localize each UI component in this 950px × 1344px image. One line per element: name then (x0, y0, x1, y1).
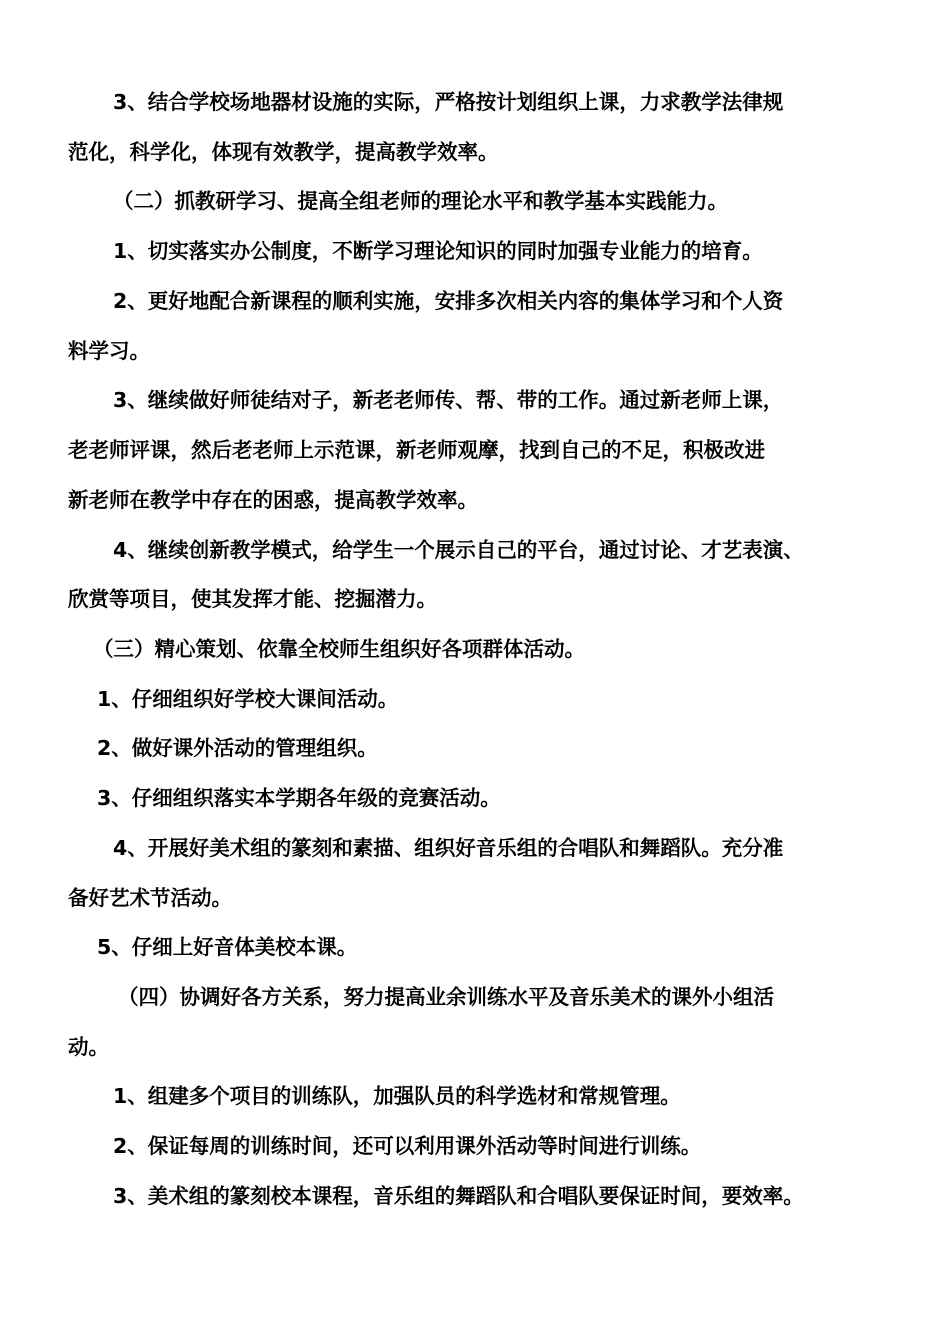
paragraph-line: 1、切实落实办公制度，不断学习理论知识的同时加强专业能力的培育。 (113, 239, 763, 263)
section-heading: （二）抓教研学习、提高全组老师的理论水平和教学基本实践能力。 (113, 189, 728, 213)
paragraph-line: 3、继续做好师徒结对子，新老老师传、帮、带的工作。通过新老师上课， (113, 388, 784, 412)
paragraph-line: 1、组建多个项目的训练队，加强队员的科学选材和常规管理。 (113, 1084, 681, 1108)
paragraph-line: 2、保证每周的训练时间，还可以利用课外活动等时间进行训练。 (113, 1134, 702, 1158)
paragraph-line: 动。 (68, 1035, 109, 1059)
paragraph-line: 3、仔细组织落实本学期各年级的竞赛活动。 (97, 786, 501, 810)
paragraph-line: 料学习。 (68, 339, 150, 363)
paragraph-line: 欣赏等项目，使其发挥才能、挖掘潜力。 (68, 587, 437, 611)
section-heading: （三）精心策划、依靠全校师生组织好各项群体活动。 (93, 637, 585, 661)
paragraph-line: 备好艺术节活动。 (68, 886, 232, 910)
paragraph-line: 4、继续创新教学模式，给学生一个展示自己的平台，通过讨论、才艺表演、 (113, 538, 804, 562)
paragraph-line: 新老师在教学中存在的困惑，提高教学效率。 (68, 488, 478, 512)
paragraph-line: 5、仔细上好音体美校本课。 (97, 935, 358, 959)
paragraph-line: 范化，科学化，体现有效教学，提高教学效率。 (68, 140, 499, 164)
paragraph-line: 4、开展好美术组的篆刻和素描、组织好音乐组的合唱队和舞蹈队。充分准 (113, 836, 784, 860)
paragraph-line: 3、结合学校场地器材设施的实际，严格按计划组织上课，力求教学法律规 (113, 90, 784, 114)
paragraph-line: 2、做好课外活动的管理组织。 (97, 736, 378, 760)
paragraph-line: 3、美术组的篆刻校本课程，音乐组的舞蹈队和合唱队要保证时间，要效率。 (113, 1184, 804, 1208)
paragraph-line: 老老师评课，然后老老师上示范课，新老师观摩，找到自己的不足，积极改进 (68, 438, 765, 462)
section-heading: （四）协调好各方关系，努力提高业余训练水平及音乐美术的课外小组活 (118, 985, 774, 1009)
paragraph-line: 1、仔细组织好学校大课间活动。 (97, 687, 399, 711)
paragraph-line: 2、更好地配合新课程的顺利实施，安排多次相关内容的集体学习和个人资 (113, 289, 784, 313)
